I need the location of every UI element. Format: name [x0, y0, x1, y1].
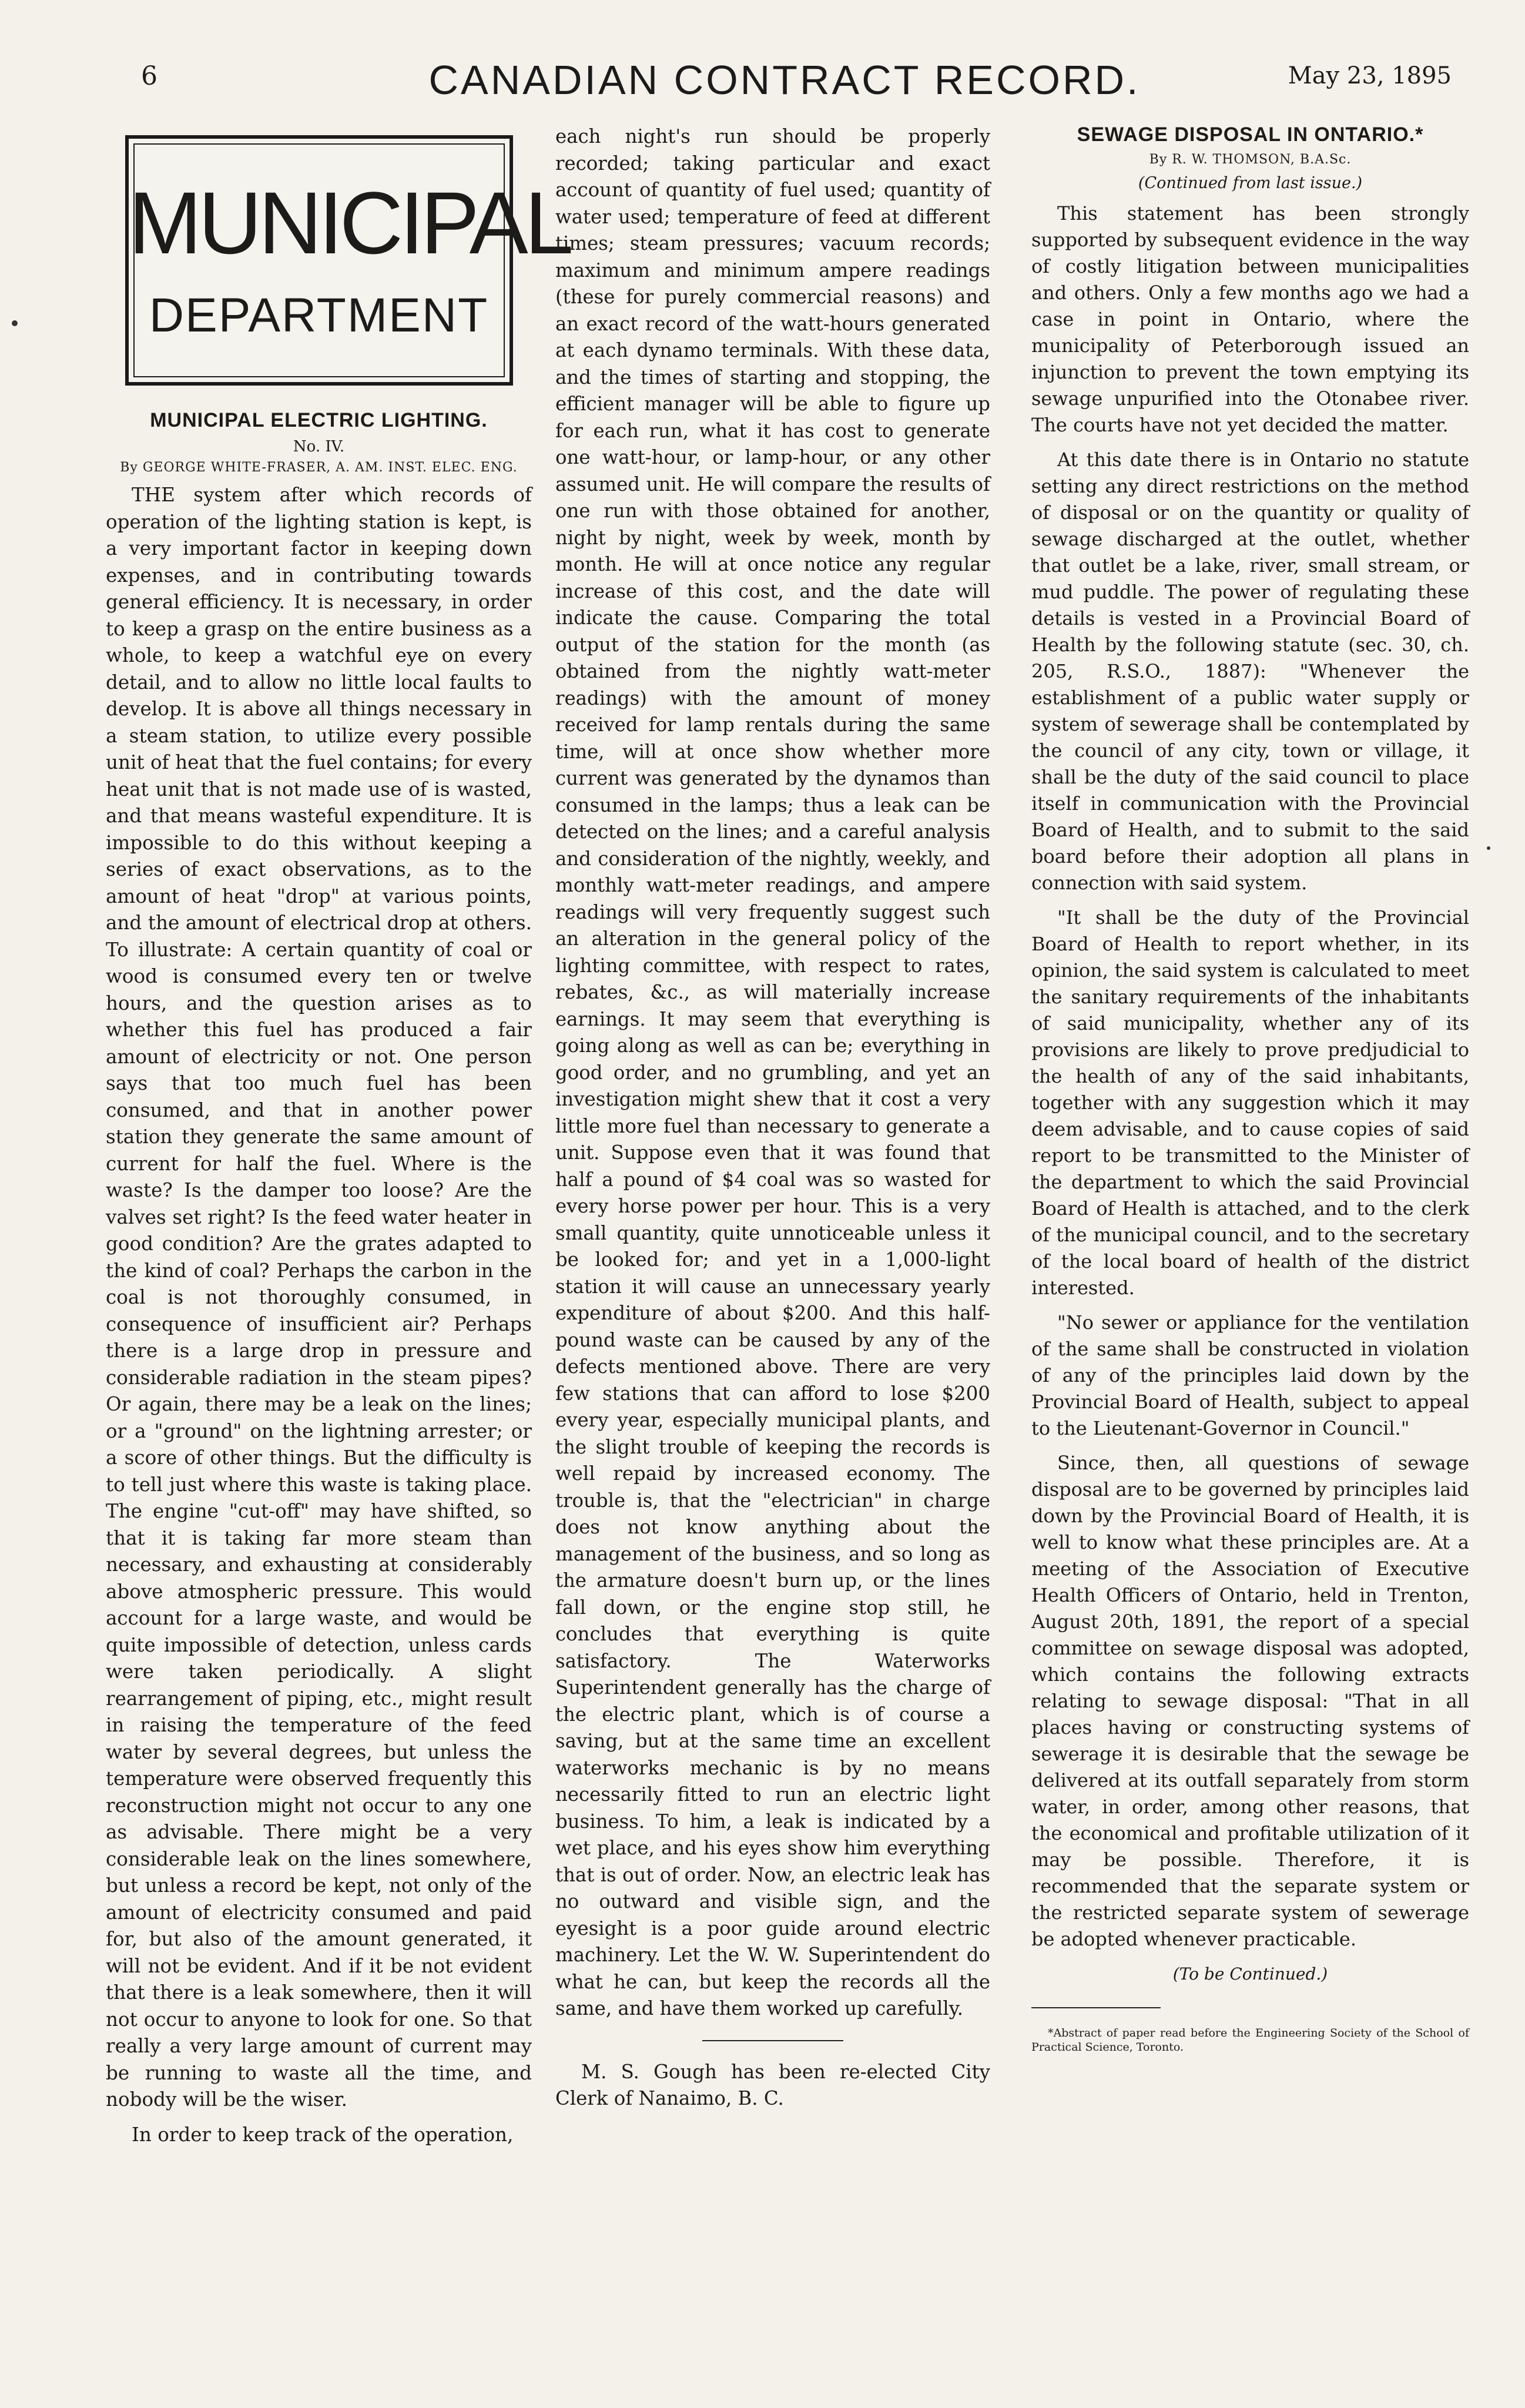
footnote: *Abstract of paper read before the Engineering Society of the School of Practical Science, Toronto.	[1031, 2027, 1469, 2054]
page-header	[100, 56, 1469, 105]
department-title: MUNICIPAL	[128, 173, 571, 272]
issue-date: May 23, 1895	[1288, 62, 1452, 89]
column-middle	[555, 123, 990, 2112]
article-paragraph: In order to keep track of the operation,	[132, 2123, 514, 2146]
news-brief: M. S. Gough has been re-elected City Clerk of Nanaimo, B. C.	[555, 2060, 990, 2109]
article-byline: By R. W. THOMSON, B.A.Sc.	[1149, 152, 1352, 167]
department-subtitle: DEPARTMENT	[149, 289, 489, 342]
department-banner	[125, 135, 571, 386]
article-byline: By GEORGE WHITE-FRASER, A. AM. INST. ELEC. ENG.	[120, 460, 518, 475]
article-title: MUNICIPAL ELECTRIC LIGHTING.	[150, 409, 488, 431]
article-paragraph: At this date there is in Ontario no statute setting any direct restrictions on the method of disposal or on the quantity or quality of sewage discharged at the outlet, whether that outlet be a lake, river, small stream, or mud puddle. The power of regulating these details is vested in a Provincial Board of Health by the following statute (sec. 30, ch. 205, R.S.O., 1887): "Whenever the establishment of a public water supply or system of sewerage shall be contemplated by the council of any city, town or village, it shall be the duty of the said council to place itself in communication with the Provincial Board of Health, and to submit to the said board before their adoption all plans in connection with said system.	[1031, 448, 1469, 894]
page-number: 6	[141, 61, 157, 91]
article-paragraph: each night's run should be properly recorded; taking particular and exact account of quantity of fuel used; quantity of water used; temperature of feed at different times; steam pressures; vacuum records; maximum and minimum ampere readings (these for purely commercial reasons) and an exact record of the watt-hours generated at each dynamo terminals. With these data, and the times of starting and stopping, the efficient manager will be able to figure up for each run, what it has cost to generate one watt-hour, or lamp-hour, or any other assumed unit. He will compare the results of one run with those obtained for another, night by night, week by week, month by month. He will at once notice any regular increase of this cost, and the date will indicate the cause. Comparing the total output of the station for the month (as obtained from the nightly watt-meter readings) with the amount of money received for lamp rentals during the same time, will at once show whether more current was generated by the dynamos than consumed in the lamps; thus a leak can be detected on the lines; and a careful analysis and consideration of the nightly, weekly, and monthly watt-meter readings, and ampere readings will very frequently suggest such an alteration in the general policy of the lighting committee, with respect to rates, rebates, &c., as will materially increase earnings. It may seem that everything is going along as well as can be; everything in good order, and no grumbling, and yet an investigation might shew that it cost a very little more fuel than necessary to generate a unit. Suppose even that it was found that half a pound of $4 coal was so wasted for every horse power per hour. This is a very small quantity, quite unnoticeable unless it be looked for; and yet in a 1,000-light station it will cause an unnecessary yearly expenditure of about $200. And this half-pound waste can be caused by any of the defects mentioned above. There are very few stations that can afford to lose $200 every year, especially municipal plants, and the slight trouble of keeping the records is well repaid by increased economy. The trouble is, that the "electrician" in charge does not know anything about the management of the business, and so long as the armature doesn't burn up, or the lines fall down, or the engine stop still, he concludes that everything is quite satisfactory. The Waterworks Superintendent generally has the charge of the electric plant, which is of course a saving, but at the same time an excellent waterworks mechanic is by no means necessarily fitted to run an electric light business. To him, a leak is indicated by a wet place, and his eyes show him everything that is out of order. Now, an electric leak has no outward and visible sign, and the eyesight is a poor guide around electric machinery. Let the W. W. Superintendent do what he can, but keep the records all the same, and have them worked up carefully.	[555, 125, 990, 2019]
masthead: CANADIAN CONTRACT RECORD.	[428, 57, 1141, 103]
article-paragraph: "It shall be the duty of the Provincial Board of Health to report whether, in its opinion, the said system is calculated to meet the sanitary requirements of the inhabitants of said municipality, whether any of its provisions are likely to prove predjudicial to the health of any of the said inhabitants, together with any suggestion which it may deem advisable, and to cause copies of said report to be transmitted to the Minister of the department to which the said Provincial Board of Health is attached, and to the clerk of the municipal council, and to the secretary of the local board of health of the district interested.	[1031, 906, 1469, 1299]
divider-rule	[702, 2040, 843, 2041]
to-be-continued: (To be Continued.)	[1172, 1964, 1328, 1984]
footnote-rule	[1031, 2007, 1161, 2008]
article-paragraph: THE system after which records of operation of the lighting station is kept, is a very important factor in keeping down expenses, and in contributing towards general efficiency. It is necessary, in order to keep a grasp on the entire business as a whole, to keep a watchful eye on every detail, and to allow no little local faults to develop. It is above all things necessary in a steam station, to utilize every possible unit of heat that the fuel contains; for every heat unit that is not made use of is wasted, and that means wasteful expenditure. It is impossible to do this without keeping a series of exact observations, as to the amount of heat "drop" at various points, and the amount of electrical drop at others. To illustrate: A certain quantity of coal or wood is consumed every ten or twelve hours, and the question arises as to whether this fuel has produced a fair amount of electricity or not. One person says that too much fuel has been consumed, and that in another power station they generate the same amount of current for half the fuel. Where is the waste? Is the damper too loose? Are the valves set right? Is the feed water heater in good condition? Are the grates adapted to the kind of coal? Perhaps the carbon in the coal is not thoroughly consumed, in consequence of insufficient air? Perhaps there is a large drop in pressure and considerable radiation in the steam pipes? Or again, there may be a leak on the lines; or a "ground" on the lightning arrester; or a score of other things. But the difficulty is to tell just where this waste is taking place. The engine "cut-off" may have shifted, so that it is taking far more steam than necessary, and exhausting at considerably above atmospheric pressure. This would account for a large waste, and would be quite impossible of detection, unless cards were taken periodically. A slight rearrangement of piping, etc., might result in raising the temperature of the feed water by several degrees, but unless the temperature were observed frequently this reconstruction might not occur to any one as advisable. There might be a very considerable leak on the lines somewhere, but unless a record be kept, not only of the amount of electricity consumed and paid for, but also of the amount generated, it will not be evident. And if it be not evident that there is a leak somewhere, then it will not occur to anyone to look for one. So that really a very large amount of current may be running to waste all the time, and nobody will be the wiser.	[106, 484, 532, 2111]
column-left	[106, 123, 571, 2148]
article-number: No. IV.	[293, 438, 345, 456]
continued-note: (Continued from last issue.)	[1138, 174, 1363, 192]
article-title: SEWAGE DISPOSAL IN ONTARIO.*	[1077, 123, 1424, 146]
column-right	[1031, 123, 1469, 2065]
scan-speck	[1487, 846, 1490, 850]
scan-speck	[12, 320, 18, 326]
article-paragraph: Since, then, all questions of sewage disposal are to be governed by principles laid down by the Provincial Board of Health, it is well to know what these principles are. At a meeting of the Association of Executive Health Officers of Ontario, held in Trenton, August 20th, 1891, the report of a special committee on sewage disposal was adopted, which contains the following extracts relating to sewage disposal: "That in all places having or constructing systems of sewerage it is desirable that the sewage be delivered at its outfall separately from storm water, in order, among other reasons, that the economical and profitable utilization of it may be possible. Therefore, it is recommended that the separate system or the restricted separate system of sewerage be adopted whenever practicable.	[1031, 1452, 1469, 1950]
article-paragraph: "No sewer or appliance for the ventilation of the same shall be constructed in violation of any of the principles laid down by the Provincial Board of Health, subject to appeal to the Lieutenant-Governor in Council."	[1031, 1311, 1469, 1439]
article-paragraph: This statement has been strongly supported by subsequent evidence in the way of costly litigation between municipalities and others. Only a few months ago we had a case in point in Ontario, where the municipality of Peterborough issued an injunction to prevent the town emptying its sewage unpurified into the Otonabee river. The courts have not yet decided the matter.	[1031, 202, 1469, 436]
